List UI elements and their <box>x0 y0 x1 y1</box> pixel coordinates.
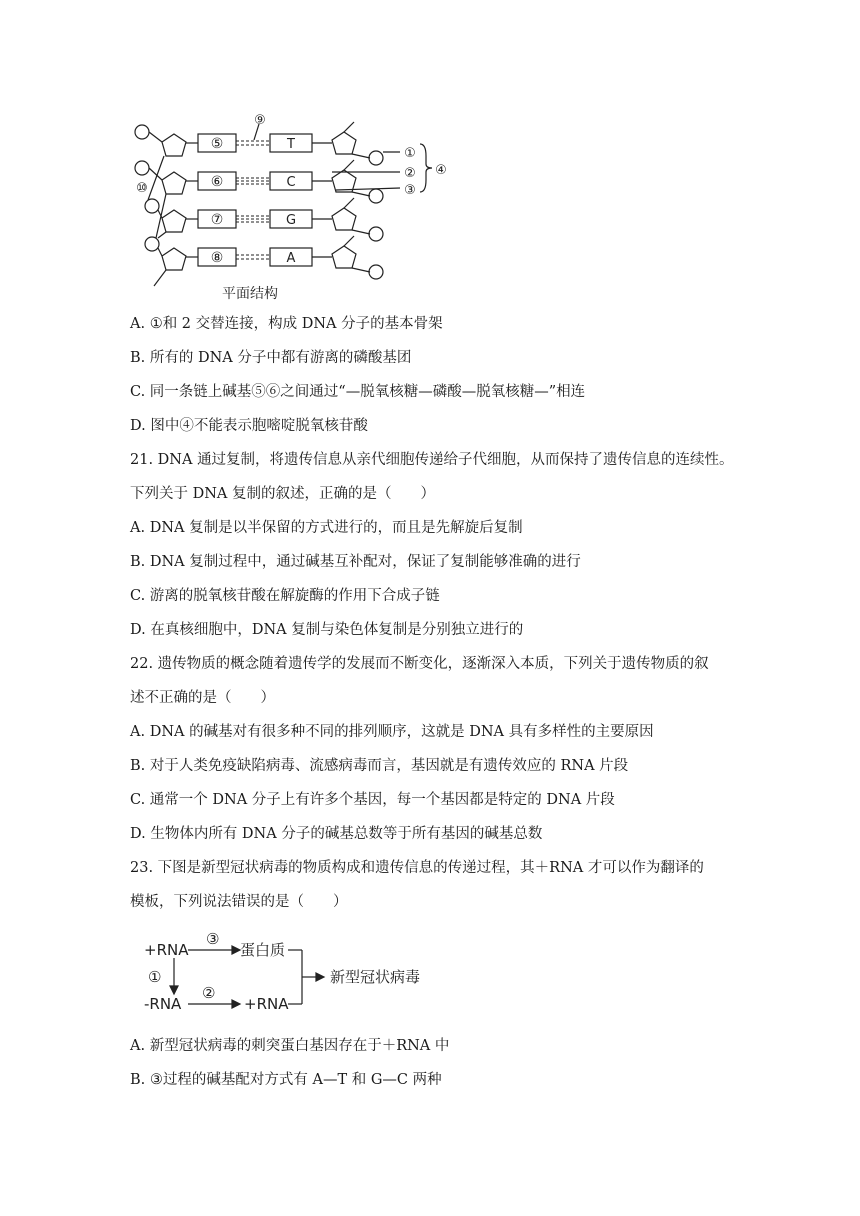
base-label-7: ⑦ <box>210 212 224 228</box>
dna-structure-diagram <box>128 110 448 310</box>
phosphate-circle <box>145 237 159 251</box>
q22-stem-cont: 述不正确的是（ ） <box>130 690 275 706</box>
deoxyribose-pentagon <box>162 248 186 270</box>
q21-stem: 21. DNA 通过复制，将遗传信息从亲代细胞传递给子代细胞，从而保持了遗传信息的连续性。 <box>130 452 734 468</box>
label-2: ② <box>404 166 416 181</box>
q21-option-a: A. DNA 复制是以半保留的方式进行的，而且是先解旋后复制 <box>130 520 523 536</box>
label-4: ④ <box>435 163 447 178</box>
virus-label: 新型冠状病毒 <box>330 968 421 986</box>
label-9: ⑨ <box>254 113 266 128</box>
step-3-label: ③ <box>206 930 220 948</box>
deoxyribose-pentagon <box>332 132 356 154</box>
label-1: ① <box>404 146 416 161</box>
q20-option-a: A. ①和 2 交替连接，构成 DNA 分子的基本骨架 <box>130 316 443 332</box>
plus-rna-top: +RNA <box>144 941 189 959</box>
q23-stem-cont: 模板，下列说法错误的是（ ） <box>130 894 348 910</box>
plus-rna-bottom: +RNA <box>244 995 289 1013</box>
minus-rna: -RNA <box>144 995 182 1013</box>
base-a: A <box>286 251 296 266</box>
phosphate-circle <box>135 125 149 139</box>
deoxyribose-pentagon <box>162 134 186 156</box>
q22-stem: 22. 遗传物质的概念随着遗传学的发展而不断变化，逐渐深入本质，下列关于遗传物质的叙 <box>130 656 709 672</box>
q21-stem-cont: 下列关于 DNA 复制的叙述，正确的是（ ） <box>130 486 436 502</box>
q23-stem: 23. 下图是新型冠状病毒的物质构成和遗传信息的传递过程，其＋RNA 才可以作为翻译的 <box>130 860 704 876</box>
virus-replication-diagram <box>140 924 460 1024</box>
deoxyribose-pentagon <box>162 210 186 232</box>
base-label-5: ⑤ <box>210 136 224 152</box>
protein-label: 蛋白质 <box>240 941 286 959</box>
base-label-6: ⑥ <box>210 174 224 190</box>
q23-option-b: B. ③过程的碱基配对方式有 A—T 和 G—C 两种 <box>130 1072 442 1088</box>
phosphate-circle <box>145 199 159 213</box>
label-3: ③ <box>404 183 416 198</box>
base-c: C <box>286 175 296 190</box>
diagram-caption: 平面结构 <box>222 286 278 302</box>
deoxyribose-pentagon <box>332 170 356 192</box>
base-g: G <box>285 213 297 228</box>
phosphate-circle <box>369 189 383 203</box>
q23-option-a: A. 新型冠状病毒的刺突蛋白基因存在于＋RNA 中 <box>130 1038 450 1054</box>
q20-option-c: C. 同一条链上碱基⑤⑥之间通过“—脱氧核糖—磷酸—脱氧核糖—”相连 <box>130 384 586 400</box>
deoxyribose-pentagon <box>332 246 356 268</box>
q22-option-c: C. 通常一个 DNA 分子上有许多个基因，每一个基因都是特定的 DNA 片段 <box>130 792 615 808</box>
q20-option-b: B. 所有的 DNA 分子中都有游离的磷酸基团 <box>130 350 412 366</box>
step-2-label: ② <box>202 984 216 1002</box>
q22-option-d: D. 生物体内所有 DNA 分子的碱基总数等于所有基因的碱基总数 <box>130 826 543 842</box>
phosphate-circle <box>369 151 383 165</box>
q21-option-c: C. 游离的脱氧核苷酸在解旋酶的作用下合成子链 <box>130 588 440 604</box>
phosphate-circle <box>369 227 383 241</box>
q22-option-b: B. 对于人类免疫缺陷病毒、流感病毒而言，基因就是有遗传效应的 RNA 片段 <box>130 758 629 774</box>
q21-option-b: B. DNA 复制过程中，通过碱基互补配对，保证了复制能够准确的进行 <box>130 554 581 570</box>
base-t: T <box>287 137 295 152</box>
phosphate-circle <box>369 265 383 279</box>
label-10: ⑩ <box>136 181 148 196</box>
base-label-8: ⑧ <box>210 250 224 266</box>
step-1-label: ① <box>148 968 162 986</box>
q21-option-d: D. 在真核细胞中，DNA 复制与染色体复制是分别独立进行的 <box>130 622 524 638</box>
deoxyribose-pentagon <box>162 172 186 194</box>
deoxyribose-pentagon <box>332 208 356 230</box>
q20-option-d: D. 图中④不能表示胞嘧啶脱氧核苷酸 <box>130 418 368 434</box>
q22-option-a: A. DNA 的碱基对有很多种不同的排列顺序，这就是 DNA 具有多样性的主要原因 <box>130 724 654 740</box>
phosphate-circle <box>135 161 149 175</box>
